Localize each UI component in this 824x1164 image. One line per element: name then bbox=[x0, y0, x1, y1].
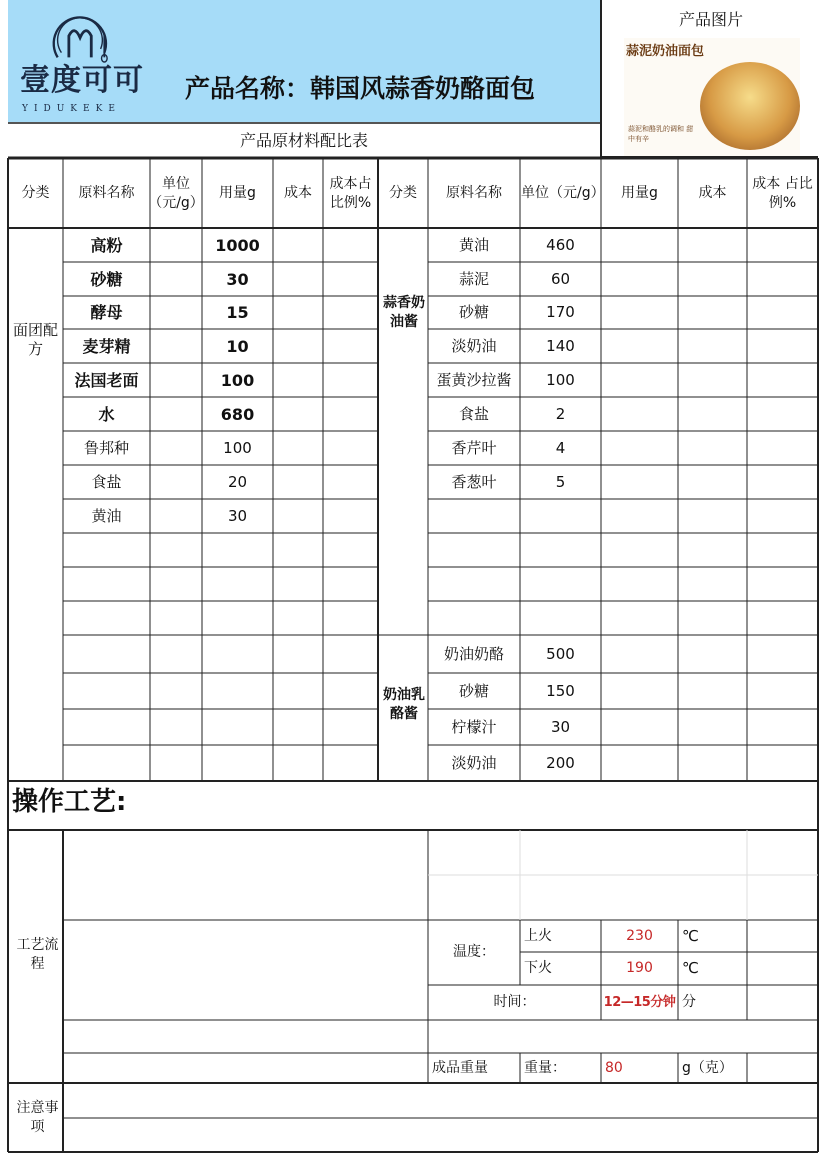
bottom-fire-value: 190 bbox=[626, 960, 653, 976]
column-header: 单位（元/g） bbox=[521, 185, 605, 201]
top-fire-unit: ℃ bbox=[682, 926, 699, 945]
product-image-label: 产品图片 bbox=[678, 10, 743, 29]
top-fire-value: 230 bbox=[626, 927, 653, 944]
bottom-fire-label: 下火 bbox=[524, 960, 552, 976]
sauce-ingredient-name: 淡奶油 bbox=[451, 336, 497, 355]
sauce-ingredient-value: 60 bbox=[550, 269, 571, 288]
photo-caption: 蒜泥和酪乳的调和 甜中有辛 bbox=[628, 125, 694, 143]
ingredient-amount: 15 bbox=[226, 303, 249, 322]
weight-unit: g（克） bbox=[682, 1059, 733, 1076]
ingredient-name: 黄油 bbox=[91, 506, 122, 525]
ingredient-amount: 30 bbox=[227, 506, 248, 525]
weight-value: 80 bbox=[605, 1059, 623, 1076]
sauce-ingredient-name: 黄油 bbox=[458, 235, 489, 254]
finished-weight-label: 成品重量 bbox=[432, 1059, 488, 1076]
sauce-ingredient-value: 460 bbox=[546, 235, 575, 254]
sauce-ingredient-value: 100 bbox=[546, 370, 575, 389]
ingredient-amount: 20 bbox=[227, 472, 248, 491]
brand-name: 壹度可可 bbox=[20, 63, 144, 98]
column-header: 分类 bbox=[389, 185, 417, 201]
sauce-ingredient-name: 奶油奶酪 bbox=[443, 644, 504, 663]
column-header: 成本 bbox=[284, 185, 312, 201]
sauce-ingredient-value: 5 bbox=[555, 472, 566, 491]
sauce-ingredient-name: 柠檬汁 bbox=[451, 717, 497, 736]
ingredient-name: 酵母 bbox=[90, 303, 123, 322]
sauce-ingredient-name: 食盐 bbox=[458, 404, 489, 423]
sauce-ingredient-name: 淡奶油 bbox=[451, 753, 497, 772]
brand-subtitle: YIDUKEKE bbox=[22, 104, 121, 114]
ingredient-name: 砂糖 bbox=[90, 269, 123, 289]
ingredient-amount: 100 bbox=[220, 370, 255, 390]
category-sauce: 蒜香奶油酱 bbox=[383, 294, 425, 330]
temperature-label: 温度： bbox=[453, 944, 495, 960]
sauce-ingredient-value: 500 bbox=[546, 644, 575, 663]
time-unit: 分 bbox=[682, 994, 696, 1010]
sauce-ingredient-name: 香芹叶 bbox=[451, 438, 497, 457]
bottom-fire-unit: ℃ bbox=[682, 959, 699, 977]
column-header: 单位（元/g） bbox=[148, 175, 204, 211]
column-header: 用量g bbox=[621, 185, 658, 201]
column-header: 成本 占比例% bbox=[752, 175, 813, 211]
sauce-ingredient-value: 170 bbox=[546, 303, 575, 321]
ingredient-name: 鲁邦种 bbox=[83, 438, 129, 457]
ingredient-name: 水 bbox=[98, 404, 115, 424]
column-header: 成本 bbox=[698, 185, 727, 201]
time-value: 12—15分钟 bbox=[603, 995, 676, 1010]
sauce-ingredient-value: 2 bbox=[555, 404, 566, 423]
ingredient-name: 高粉 bbox=[90, 235, 123, 255]
ingredient-amount: 680 bbox=[220, 404, 255, 424]
sauce-ingredient-name: 砂糖 bbox=[458, 681, 489, 700]
weight-label: 重量： bbox=[524, 1059, 566, 1076]
sauce-ingredient-name: 香葱叶 bbox=[451, 472, 497, 491]
sauce-ingredient-name: 蒜泥 bbox=[458, 269, 489, 288]
sauce-ingredient-value: 200 bbox=[546, 753, 575, 772]
notes-label: 注意事项 bbox=[16, 1099, 59, 1135]
column-header: 原料名称 bbox=[78, 185, 135, 201]
process-flow-label: 工艺流程 bbox=[16, 937, 59, 972]
ingredient-name: 法国老面 bbox=[74, 370, 139, 390]
process-section-title: 操作工艺: bbox=[12, 787, 127, 817]
ingredient-name: 食盐 bbox=[91, 472, 122, 491]
sauce-ingredient-value: 30 bbox=[550, 717, 571, 736]
ingredient-amount: 10 bbox=[226, 336, 249, 356]
sauce-ingredient-value: 4 bbox=[555, 438, 566, 457]
photo-title: 蒜泥奶油面包 bbox=[626, 44, 705, 59]
ingredient-amount: 1000 bbox=[215, 235, 260, 255]
ingredient-amount: 30 bbox=[226, 269, 249, 289]
product-title: 产品名称：韩国风蒜香奶酪面包 bbox=[185, 74, 536, 103]
time-label: 时间： bbox=[493, 994, 536, 1010]
column-header: 成本占比例% bbox=[329, 175, 372, 211]
category-dough: 面团配方 bbox=[12, 321, 58, 358]
sauce-ingredient-name: 砂糖 bbox=[458, 303, 489, 321]
top-fire-label: 上火 bbox=[524, 927, 552, 944]
column-header: 用量g bbox=[219, 185, 256, 201]
sauce-ingredient-name: 蛋黄沙拉酱 bbox=[436, 370, 512, 389]
ingredient-name: 麦芽精 bbox=[82, 336, 131, 356]
column-header: 原料名称 bbox=[446, 185, 502, 201]
ingredient-amount: 100 bbox=[223, 438, 252, 457]
column-header: 分类 bbox=[21, 185, 50, 201]
sauce-ingredient-value: 150 bbox=[546, 681, 575, 700]
category-sauce: 奶油乳酪酱 bbox=[383, 687, 425, 722]
sauce-ingredient-value: 140 bbox=[546, 336, 575, 355]
table-title: 产品原材料配比表 bbox=[239, 131, 368, 150]
